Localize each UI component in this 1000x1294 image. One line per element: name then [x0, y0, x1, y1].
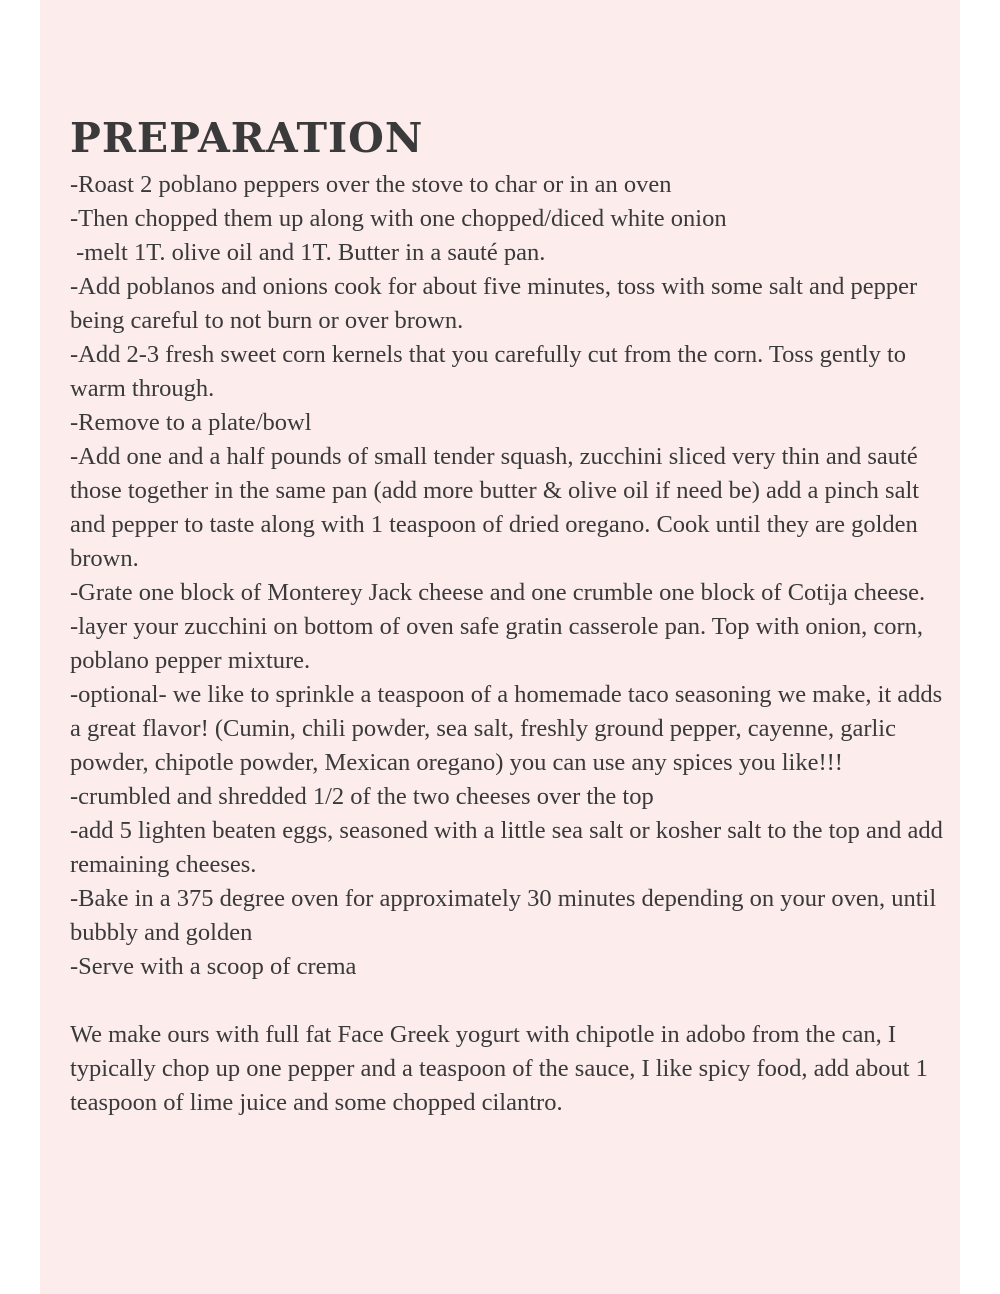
crema-note: We make ours with full fat Face Greek yogurt with chipotle in adobo from the can, I typically chop up one pepper and a teaspoon of the sauce, I like spicy food, add about 1 teaspoon of lime juice and some chopped cilantro. — [70, 1021, 935, 1116]
page-title: PREPARATION — [70, 114, 424, 162]
step-9: -layer your zucchini on bottom of oven safe gratin casserole pan. Top with onion, corn, poblano pepper mixture. — [70, 613, 930, 674]
step-7: -Add one and a half pounds of small tender squash, zucchini sliced very thin and sauté those together in the same pan (add more butter & olive oil if need be) add a pinch salt and pepper to taste along with 1 teaspoon of dried oregano. Cook until they are golden brown. — [70, 443, 926, 572]
step-14: -Serve with a scoop of crema — [70, 953, 357, 980]
step-10: -optional- we like to sprinkle a teaspoon of a homemade taco seasoning we make, it adds a great flavor! (Cumin, chili powder, sea salt, freshly ground pepper, cayenne, garlic powder, chipotle powder, Mexican oregano) you can use any spices you like!!! — [70, 681, 949, 776]
step-8: -Grate one block of Monterey Jack cheese and one crumble one block of Cotija cheese. — [70, 579, 926, 606]
step-2: -Then chopped them up along with one chopped/diced white onion — [70, 205, 727, 232]
step-12: -add 5 lighten beaten eggs, seasoned with a little sea salt or kosher salt to the top and add remaining cheeses. — [70, 817, 950, 878]
step-13: -Bake in a 375 degree oven for approximately 30 minutes depending on your oven, until bubbly and golden — [70, 885, 943, 946]
step-11: -crumbled and shredded 1/2 of the two cheeses over the top — [70, 783, 654, 810]
step-4: -Add poblanos and onions cook for about five minutes, toss with some salt and pepper being careful to not burn or over brown. — [70, 273, 924, 334]
step-1: -Roast 2 poblano peppers over the stove to char or in an oven — [70, 171, 672, 198]
recipe-page — [40, 0, 960, 1294]
step-6: -Remove to a plate/bowl — [70, 409, 312, 436]
recipe-content — [70, 108, 950, 1120]
step-3: -melt 1T. olive oil and 1T. Butter in a sauté pan. — [70, 239, 546, 266]
step-5: -Add 2-3 fresh sweet corn kernels that you carefully cut from the corn. Toss gently to warm through. — [70, 341, 913, 402]
preparation-steps — [70, 168, 950, 984]
